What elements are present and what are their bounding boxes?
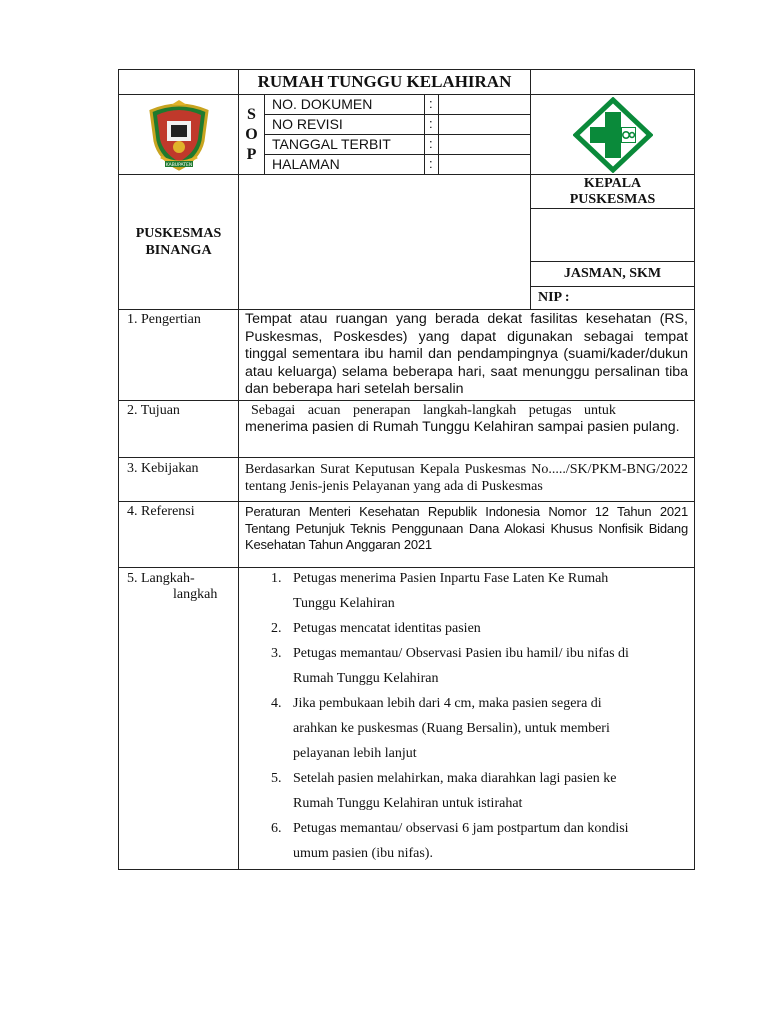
doc-row-label-nomor: NO. DOKUMEN — [264, 94, 425, 115]
doc-row-sep-tanggal: : — [424, 134, 439, 155]
referensi-label: 4. Referensi — [127, 504, 195, 519]
pengertian-text: Tempat atau ruangan yang berada dekat fasilitas kesehatan (RS, Puskesmas, Poskesdes) yang dapat digunakan sebagai tempat tinggal sementara ibu hamil dan pendampingnya (suami/kader/dukun atau keluarga) selama beberapa hari, saat menunggu persalinan tiba dan beberapa hari setelah bersalin — [245, 311, 688, 397]
signer-name: JASMAN, SKM — [530, 261, 695, 287]
institution-name — [118, 174, 239, 310]
crest-text: KABUPATEN — [165, 162, 192, 168]
pengertian-label: 1. Pengertian — [127, 312, 201, 327]
row-pengertian-label — [118, 309, 239, 401]
row-langkah-content — [238, 567, 695, 870]
langkah-step-4: 4. Jika pembukaan lebih dari 4 cm, maka pasien segera di arahkan ke puskesmas (Ruang Bersalin), untuk memberi pelayanan lebih lanjut — [285, 691, 645, 766]
langkah-label-line2: langkah — [173, 587, 218, 602]
sop-letters — [238, 94, 265, 175]
signature-middle-blank — [238, 174, 531, 310]
kepala-line2: PUSKESMAS — [569, 191, 656, 207]
langkah-step-2: 2. Petugas mencatat identitas pasien — [285, 616, 645, 641]
title-left-blank — [118, 69, 239, 95]
tujuan-text-rest: menerima pasien di Rumah Tunggu Kelahiran sampai pasien pulang. — [245, 419, 680, 435]
institution-line2: BINANGA — [145, 243, 212, 258]
kebijakan-label: 3. Kebijakan — [127, 461, 199, 476]
signature-box — [530, 208, 695, 262]
kebijakan-text: Berdasarkan Surat Keputusan Kepala Puskesmas No...../SK/PKM-BNG/2022 tentang Jenis-jenis Pelayanan yang ada di Puskesmas — [245, 462, 688, 494]
row-kebijakan-content — [238, 457, 695, 502]
institution-line1: PUSKESMAS — [135, 226, 222, 241]
row-kebijakan-label — [118, 457, 239, 502]
doc-row-value-halaman — [438, 154, 531, 175]
row-referensi-content — [238, 501, 695, 568]
doc-row-sep-nomor: : — [424, 94, 439, 115]
crest-cell — [118, 94, 239, 175]
row-pengertian-content — [238, 309, 695, 401]
row-tujuan-content — [238, 400, 695, 458]
tujuan-text-line1: Sebagai acuan penerapan langkah-langkah petugas untuk — [251, 403, 616, 418]
kepala-title — [530, 174, 695, 209]
signer-nip: NIP : — [530, 286, 695, 310]
langkah-step-3: 3. Petugas memantau/ Observasi Pasien ibu hamil/ ibu nifas di Rumah Tunggu Kelahiran — [285, 641, 645, 691]
row-langkah-label — [118, 567, 239, 870]
sop-letter-s: S — [247, 105, 256, 123]
sop-letter-o: O — [245, 125, 258, 143]
langkah-step-5: 5. Setelah pasien melahirkan, maka diarahkan lagi pasien ke Rumah Tunggu Kelahiran untuk istirahat — [285, 766, 645, 816]
doc-row-sep-revisi: : — [424, 114, 439, 135]
langkah-steps — [239, 566, 645, 866]
kepala-line1: KEPALA — [583, 175, 642, 191]
doc-row-label-revisi: NO REVISI — [264, 114, 425, 135]
logo-cell — [530, 94, 695, 175]
tujuan-text-block — [245, 403, 688, 436]
row-referensi-label — [118, 501, 239, 568]
sop-letter-p: P — [246, 145, 257, 163]
title-right-blank — [530, 69, 695, 95]
langkah-label-line1: 5. Langkah- — [127, 571, 195, 586]
referensi-text: Peraturan Menteri Kesehatan Republik Indonesia Nomor 12 Tahun 2021 Tentang Petunjuk Teknis Penggunaan Dana Alokasi Khusus Nonfisik Bidang Kesehatan Tahun Anggaran 2021 — [245, 504, 688, 552]
document-title: RUMAH TUNGGU KELAHIRAN — [238, 69, 531, 95]
district-crest-icon — [141, 97, 217, 173]
doc-row-label-halaman: HALAMAN — [264, 154, 425, 175]
doc-row-label-tanggal: TANGGAL TERBIT — [264, 134, 425, 155]
doc-row-sep-halaman: : — [424, 154, 439, 175]
doc-row-value-nomor — [438, 94, 531, 115]
row-tujuan-label — [118, 400, 239, 458]
tujuan-label: 2. Tujuan — [127, 403, 180, 418]
doc-row-value-tanggal — [438, 134, 531, 155]
puskesmas-cross-logo-icon — [573, 97, 653, 173]
langkah-step-6: 6. Petugas memantau/ observasi 6 jam postpartum dan kondisi umum pasien (ibu nifas). — [285, 816, 645, 866]
langkah-step-1: 1. Petugas menerima Pasien Inpartu Fase Laten Ke Rumah Tunggu Kelahiran — [285, 566, 645, 616]
doc-row-value-revisi — [438, 114, 531, 135]
